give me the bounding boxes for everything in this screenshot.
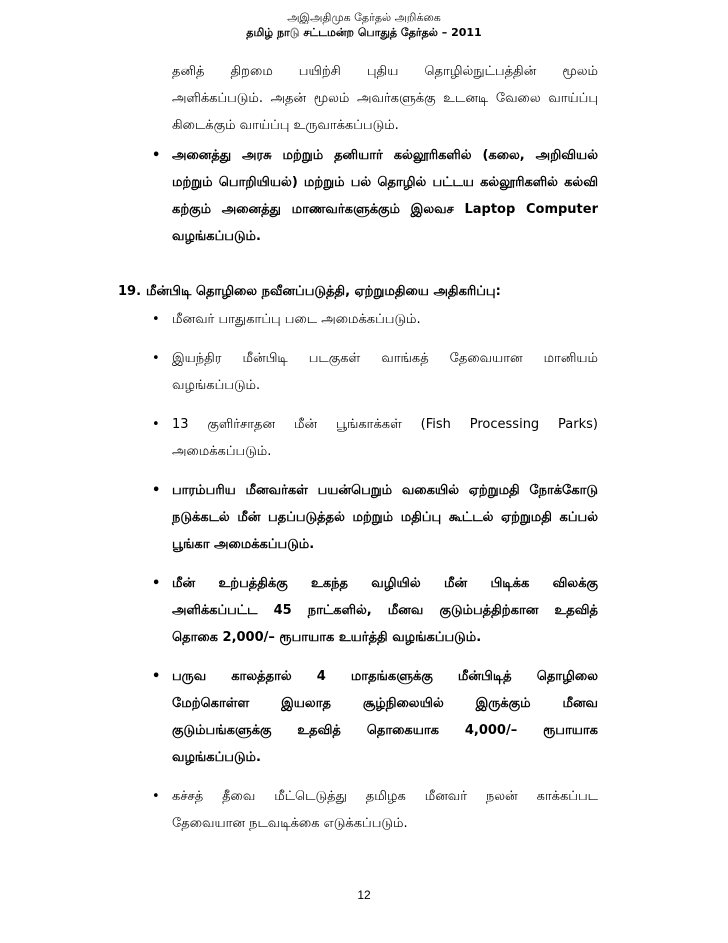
- bullet-line: குடும்பங்களுக்கு உதவித் தொகையாக 4,000/– ரூபாயாக: [172, 723, 598, 738]
- fisheries-bullets: [118, 306, 598, 837]
- bullet-line: இயந்திர மீன்பிடி படகுகள் வாங்கத் தேவையான மானியம்: [172, 351, 598, 366]
- intro-paragraph: [118, 58, 598, 139]
- list-item: [118, 477, 598, 558]
- list-item: [118, 345, 598, 399]
- bullet-line: மீனவர் பாதுகாப்பு படை அமைக்கப்படும்.: [172, 312, 421, 327]
- bullet-line: அமைக்கப்படும்.: [172, 444, 272, 459]
- bullet-marker: •: [152, 483, 161, 498]
- bullet-line: அனைத்து அரசு மற்றும் தனியார் கல்லூரிகளில் (கலை, அறிவியல்: [172, 148, 598, 163]
- bullet-marker: •: [152, 351, 160, 366]
- header-subtitle: தமிழ் நாடு சட்டமன்ற பொதுத் தேர்தல் – 2011: [246, 26, 482, 39]
- bullet-marker: •: [152, 417, 160, 432]
- bullet-line: கச்சத் தீவை மீட்டெடுத்து தமிழக மீனவர் நலன் காக்கப்பட: [172, 789, 598, 804]
- bullet-marker: •: [152, 789, 160, 804]
- intro-line: கிடைக்கும் வாய்ப்பு உருவாக்கப்படும்.: [172, 118, 399, 133]
- bullet-marker: •: [152, 669, 161, 684]
- list-item: [118, 570, 598, 651]
- bullet-line: வழங்கப்படும்.: [172, 229, 261, 244]
- section-number: 19.: [118, 284, 142, 299]
- bullet-marker: •: [152, 312, 160, 327]
- bullet-line: வழங்கப்படும்.: [172, 378, 261, 393]
- intro-line: தனித் திறமை பயிற்சி புதிய தொழில்நுட்பத்தின் மூலம்: [172, 64, 598, 79]
- bullet-line: அளிக்கப்பட்ட 45 நாட்களில், மீனவ குடும்பத்திற்கான உதவித்: [172, 603, 598, 618]
- bullet-line: மேற்கொள்ள இயலாத சூழ்நிலையில் இருக்கும் மீனவ: [172, 696, 598, 711]
- list-item: [118, 411, 598, 465]
- bullet-marker: •: [152, 576, 161, 591]
- intro-line: அளிக்கப்படும். அதன் மூலம் அவர்களுக்கு உடனடி வேலை வாய்ப்பு: [172, 91, 598, 106]
- page-header: [0, 10, 728, 40]
- bullet-line: மற்றும் பொறியியல்) மற்றும் பல் தொழில் பட்டய கல்லூரிகளில் கல்வி: [172, 175, 598, 190]
- list-item: [118, 663, 598, 771]
- bullet-line: 13 குளிர்சாதன மீன் பூங்காக்கள் (Fish Processing Parks): [172, 417, 598, 432]
- bullet-line: நடுக்கடல் மீன் பதப்படுத்தல் மற்றும் மதிப்பு கூட்டல் ஏற்றுமதி கப்பல்: [172, 510, 598, 525]
- bullet-line: கற்கும் அனைத்து மாணவர்களுக்கும் இலவச Laptop Computer: [172, 202, 598, 217]
- bullet-line: மீன் உற்பத்திக்கு உகந்த வழியில் மீன் பிடிக்க விலக்கு: [172, 576, 598, 591]
- bullet-line: தொகை 2,000/– ரூபாயாக உயர்த்தி வழங்கப்படும்.: [172, 630, 482, 645]
- section-heading: [118, 278, 598, 305]
- bullet-line: பூங்கா அமைக்கப்படும்.: [172, 537, 315, 552]
- bullet-marker: •: [152, 148, 161, 163]
- bullet-line: பருவ காலத்தால் 4 மாதங்களுக்கு மீன்பிடித் தொழிலை: [172, 669, 598, 684]
- page-number: 12: [357, 888, 371, 902]
- bullet-line: வழங்கப்படும்.: [172, 750, 261, 765]
- bullet-line: தேவையான நடவடிக்கை எடுக்கப்படும்.: [172, 816, 408, 831]
- header-title: அஇஅதிமுக தேர்தல் அறிக்கை: [287, 11, 441, 24]
- bullet-line: பாரம்பரிய மீனவர்கள் பயன்பெறும் வகையில் ஏற்றுமதி நோக்கோடு: [172, 483, 598, 498]
- list-item: [118, 306, 598, 333]
- list-item: [118, 783, 598, 837]
- laptop-bullet: [118, 142, 598, 250]
- section-title: மீன்பிடி தொழிலை நவீனப்படுத்தி, ஏற்றுமதியை அதிகரிப்பு:: [146, 284, 501, 299]
